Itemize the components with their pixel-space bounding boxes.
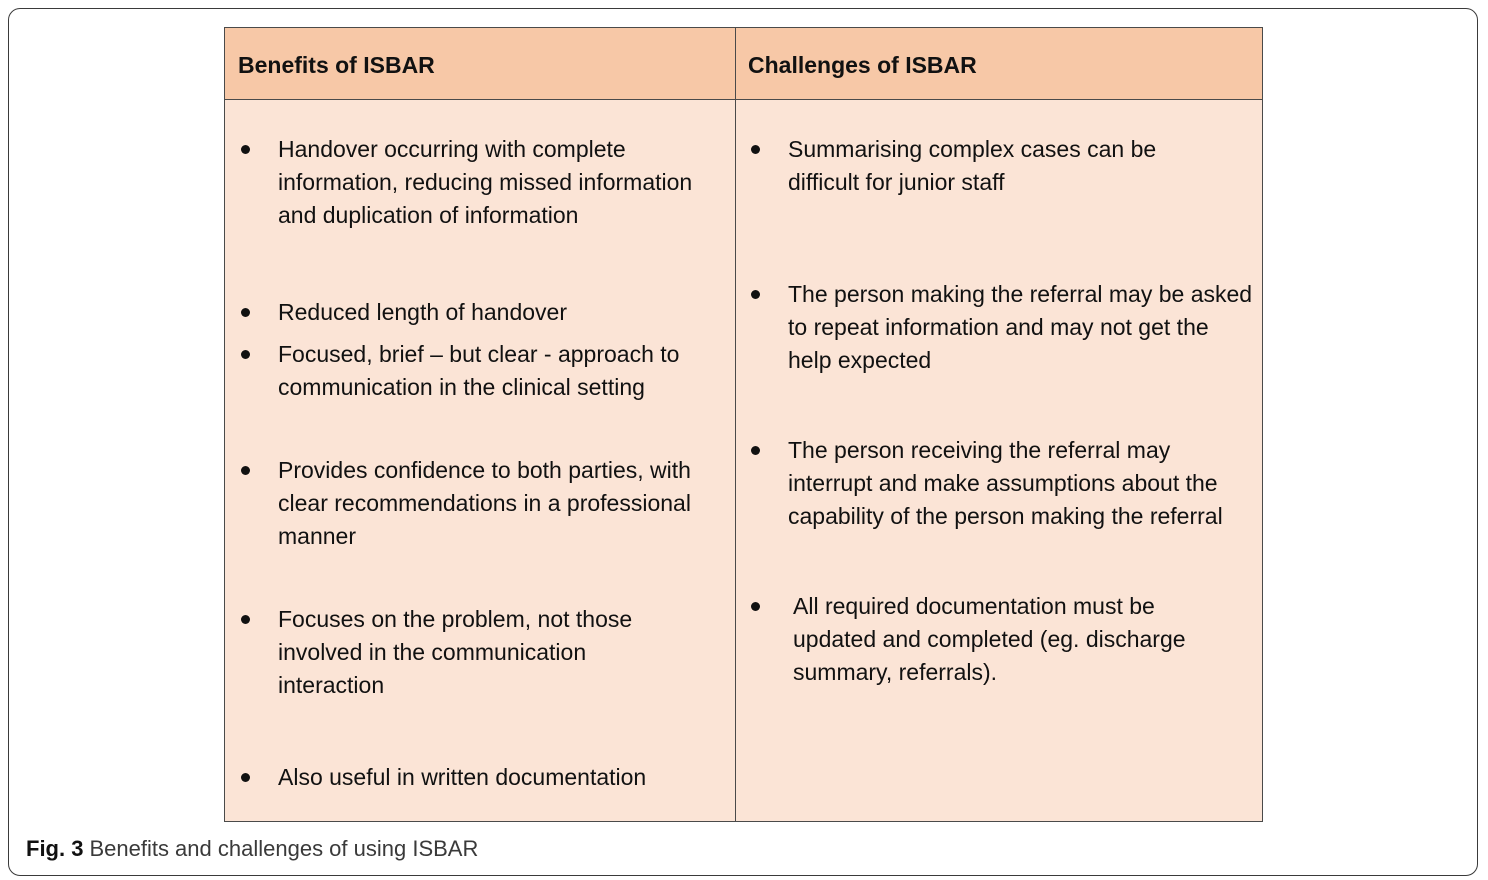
figure-caption-text: Benefits and challenges of using ISBAR (89, 836, 479, 861)
benefit-item: Reduced length of handover (278, 296, 723, 329)
figure-caption (26, 836, 478, 862)
benefit-item: Provides confidence to both parties, with clear recommendations in a professional manner (278, 454, 698, 553)
bullet-icon (750, 278, 760, 311)
challenge-item: The person receiving the referral may interrupt and make assumptions about the capability of the person making the referral (788, 434, 1233, 533)
benefits-header: Benefits of ISBAR (238, 52, 435, 78)
benefit-item: Also useful in written documentation (278, 761, 723, 794)
bullet-icon (240, 603, 250, 636)
challenge-item: Summarising complex cases can be difficult for junior staff (788, 133, 1198, 199)
benefit-item: Focused, brief – but clear - approach to communication in the clinical setting (278, 338, 733, 404)
bullet-icon (240, 296, 250, 329)
challenge-item: All required documentation must be updated and completed (eg. discharge summary, referrals). (793, 590, 1238, 689)
benefit-item: Handover occurring with complete information, reducing missed information and duplication of information (278, 133, 723, 232)
bullet-icon (240, 133, 250, 166)
table-header-row (225, 28, 1262, 100)
challenge-item: The person making the referral may be asked to repeat information and may not get the help expected (788, 278, 1253, 377)
bullet-icon (240, 454, 250, 487)
challenges-header: Challenges of ISBAR (748, 52, 977, 78)
column-divider (735, 28, 736, 821)
bullet-icon (240, 761, 250, 794)
figure-label: Fig. 3 (26, 836, 84, 861)
bullet-icon (750, 434, 760, 467)
bullet-icon (750, 590, 760, 623)
benefit-item: Focuses on the problem, not those involved in the communication interaction (278, 603, 698, 702)
bullet-icon (240, 338, 250, 371)
bullet-icon (750, 133, 760, 166)
isbar-table (224, 27, 1263, 822)
